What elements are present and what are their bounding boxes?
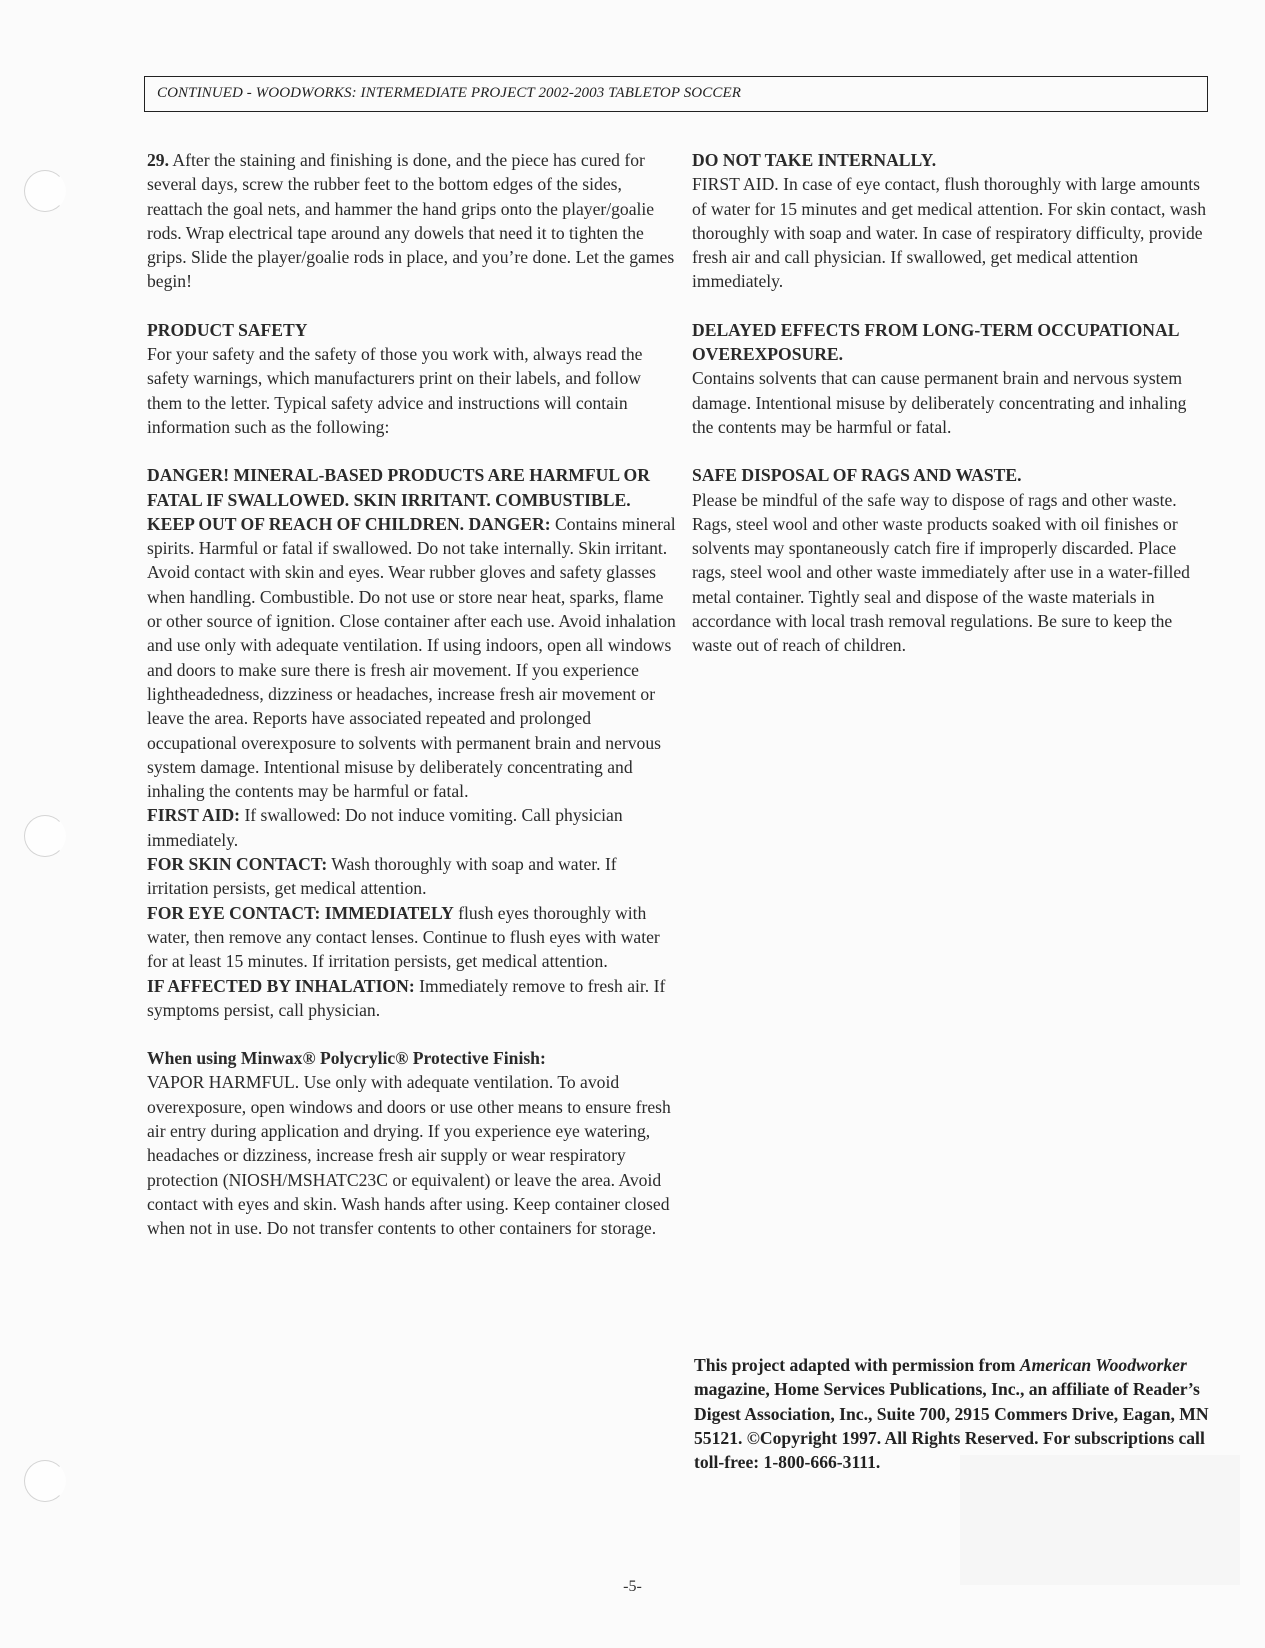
skin-contact-label: FOR SKIN CONTACT: [147, 854, 328, 875]
product-safety-heading: PRODUCT SAFETY [147, 319, 308, 340]
minwax-text: VAPOR HARMFUL. Use only with adequate ventilation. To avoid overexposure, open windows and doors or use other means to ensure fresh air entry during application and drying. If you experience eye watering, headaches or dizziness, increase fresh air supply or wear respiratory protection (NIOSH/MSHATC23C or equivalent) or leave the area. Avoid contact with eyes and skin. Wash hands after using. Keep container closed when not in use. Do not transfer contents to other containers for storage. [147, 1072, 671, 1239]
internally-text: FIRST AID. In case of eye contact, flush thoroughly with large amounts of water for 15 minutes and get medical attention. For skin contact, wash thoroughly with soap and water. In case of respiratory difficulty, provide fresh air and call physician. If swallowed, get medical attention immediately. [692, 174, 1206, 292]
credit-prefix: This project adapted with permission from [694, 1355, 1020, 1375]
eye-contact-label: FOR EYE CONTACT: IMMEDIATELY [147, 902, 454, 923]
binder-hole-middle [24, 815, 66, 857]
binder-hole-bottom [24, 1460, 66, 1502]
eye-contact-text: flush eyes thoroughly with water, then remove any contact lenses. Continue to flush eyes with water for at least 15 minutes. If irritation persists, get medical attention. [147, 902, 660, 972]
first-aid-paragraph [147, 803, 677, 852]
first-aid-label: FIRST AID: [147, 805, 241, 826]
danger-text: Contains mineral spirits. Harmful or fatal if swallowed. Do not take internally. Skin irritant. Avoid contact with skin and eyes. Wear rubber gloves and safety glasses when handling. Combustible. Do not use or store near heat, sparks, flame or other source of ignition. Close container after each use. Avoid inhalation and use only with adequate ventilation. If using indoors, open all windows and doors to make sure there is fresh air movement. If you experience lightheadedness, dizziness or headaches, increase fresh air movement or leave the area. Reports have associated repeated and prolonged occupational overexposure to solvents with permanent brain and nervous system damage. Intentional misuse by deliberately concentrating and inhaling the contents may be harmful or fatal. [147, 513, 676, 802]
step-number: 29. [147, 150, 169, 170]
left-column [147, 148, 677, 1240]
skin-contact-text: Wash thoroughly with soap and water. If irritation persists, get medical attention. [147, 854, 617, 899]
danger-warning: DANGER! MINERAL-BASED PRODUCTS ARE HARMFUL OR FATAL IF SWALLOWED. SKIN IRRITANT. COMBUSTIBLE. KEEP OUT OF REACH OF CHILDREN. DANGER: [147, 465, 650, 534]
delayed-effects-text: Contains solvents that can cause permanent brain and nervous system damage. Intentional misuse by deliberately concentrating and inhaling the contents may be harmful or fatal. [692, 368, 1187, 437]
running-header [144, 76, 1208, 112]
minwax-heading: When using Minwax® Polycrylic® Protective Finish: [147, 1048, 546, 1069]
binder-hole-top [24, 170, 66, 212]
step-29-text: After the staining and finishing is done, and the piece has cured for several days, screw the rubber feet to the bottom edges of the sides, reattach the goal nets, and hammer the hand grips onto the player/goalie rods. Wrap electrical tape around any dowels that need it to tighten the grips. Slide the player/goalie rods in place, and you’re done. Let the games begin! [147, 150, 675, 292]
running-header-text: CONTINUED - WOODWORKS: INTERMEDIATE PROJECT 2002-2003 TABLETOP SOCCER [157, 85, 741, 101]
danger-paragraph [147, 463, 677, 803]
first-aid-text: If swallowed: Do not induce vomiting. Call physician immediately. [147, 805, 623, 850]
inhalation-label: IF AFFECTED BY INHALATION: [147, 975, 415, 996]
credit-magazine: American Woodworker [1019, 1355, 1187, 1375]
credit-block [694, 1353, 1214, 1474]
inhalation-paragraph [147, 974, 677, 1023]
step-29-paragraph [147, 148, 677, 294]
disposal-heading: SAFE DISPOSAL OF RAGS AND WASTE. [692, 465, 1022, 486]
eye-contact-paragraph [147, 901, 677, 974]
internally-heading: DO NOT TAKE INTERNALLY. [692, 150, 937, 170]
page-number: -5- [623, 1578, 642, 1595]
delayed-effects-heading: DELAYED EFFECTS FROM LONG-TERM OCCUPATIONAL OVEREXPOSURE. [692, 319, 1179, 365]
skin-contact-paragraph [147, 852, 677, 901]
right-column [692, 148, 1212, 658]
product-safety-text: For your safety and the safety of those you work with, always read the safety warnings, which manufacturers print on their labels, and follow them to the letter. Typical safety advice and instructions will contain information such as the following: [147, 344, 643, 437]
scan-shade [960, 1455, 1240, 1585]
disposal-text: Please be mindful of the safe way to dispose of rags and other waste. Rags, steel wool and other waste products soaked with oil finishes or solvents may spontaneously catch fire if improperly discarded. Place rags, steel wool and other waste immediately after use in a water-filled metal container. Tightly seal and dispose of the waste materials in accordance with local trash removal regulations. Be sure to keep the waste out of reach of children. [692, 489, 1190, 656]
inhalation-text: Immediately remove to fresh air. If symptoms persist, call physician. [147, 975, 666, 1020]
credit-text: magazine, Home Services Publications, Inc., an affiliate of Reader’s Digest Association, Inc., Suite 700, 2915 Commers Drive, Eagan, MN 55121. ©Copyright 1997. All Rights Reserved. For subscriptions call toll-free: 1-800-666-3111. [694, 1379, 1209, 1473]
